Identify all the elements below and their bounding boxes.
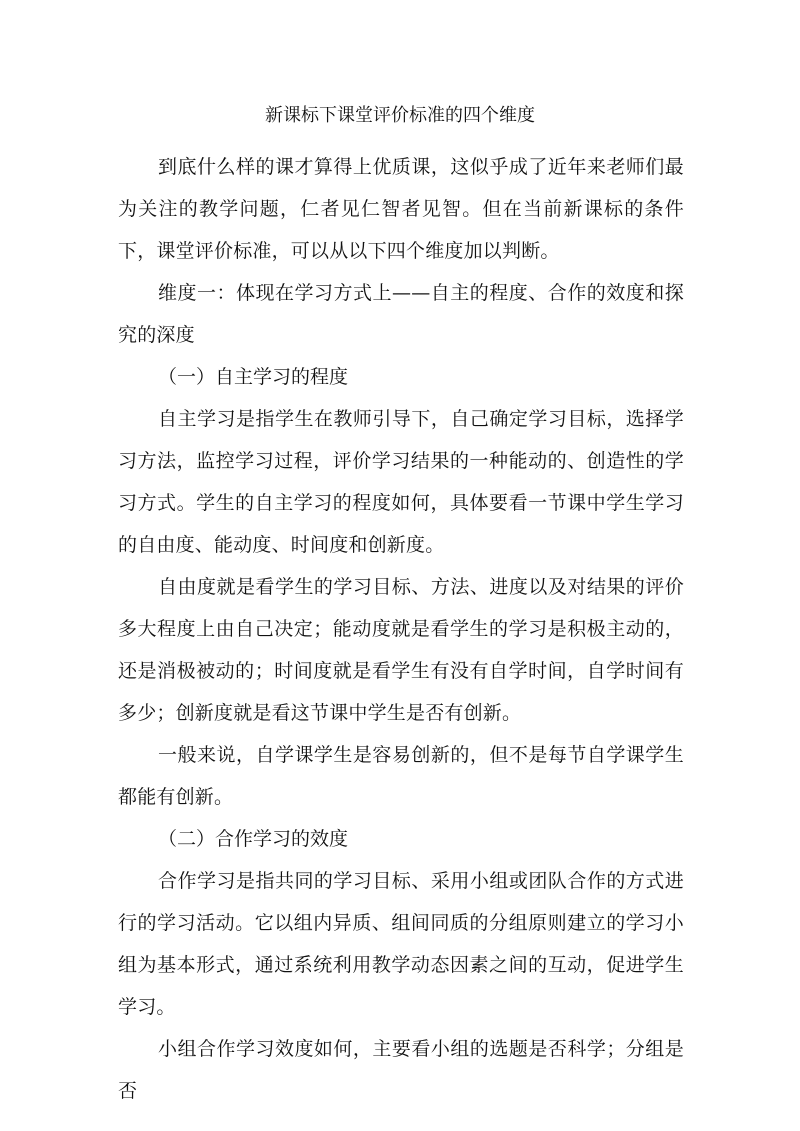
autonomous-learning-criteria: 自由度就是看学生的学习目标、方法、进度以及对结果的评价多大程度上由自己决定；能动度就是看学生的学习是积极主动的，还是消极被动的；时间度就是看学生有没有自学时间，自学时间有多少；创新度就是看这节课中学生是否有创新。 [118, 576, 684, 724]
cooperative-learning-definition: 合作学习是指共同的学习目标、采用小组或团队合作的方式进行的学习活动。它以组内异质、组间同质的分组原则建立的学习小组为基本形式，通过系统利用教学动态因素之间的互动，促进学生学习。 [118, 870, 684, 1018]
dimension-one-heading: 维度一：体现在学习方式上——自主的程度、合作的效度和探究的深度 [118, 282, 684, 346]
autonomous-learning-definition: 自主学习是指学生在教师引导下，自己确定学习目标，选择学习方法，监控学习过程，评价学习结果的一种能动的、创造性的学习方式。学生的自主学习的程度如何，具体要看一节课中学生学习的自由度、能动度、时间度和创新度。 [118, 408, 684, 556]
intro-paragraph: 到底什么样的课才算得上优质课，这似乎成了近年来老师们最为关注的教学问题，仁者见仁智者见智。但在当前新课标的条件下，课堂评价标准，可以从以下四个维度加以判断。 [118, 156, 684, 262]
document-body [118, 146, 684, 1112]
subheading-cooperative-learning: （二）合作学习的效度 [158, 828, 349, 850]
self-study-innovation-note: 一般来说，自学课学生是容易创新的，但不是每节自学课学生都能有创新。 [118, 744, 684, 808]
cooperative-learning-effectiveness: 小组合作学习效度如何，主要看小组的选题是否科学；分组是否 [118, 1038, 684, 1102]
subheading-autonomous-learning: （一）自主学习的程度 [158, 366, 349, 388]
document-title: 新课标下课堂评价标准的四个维度 [265, 105, 535, 126]
